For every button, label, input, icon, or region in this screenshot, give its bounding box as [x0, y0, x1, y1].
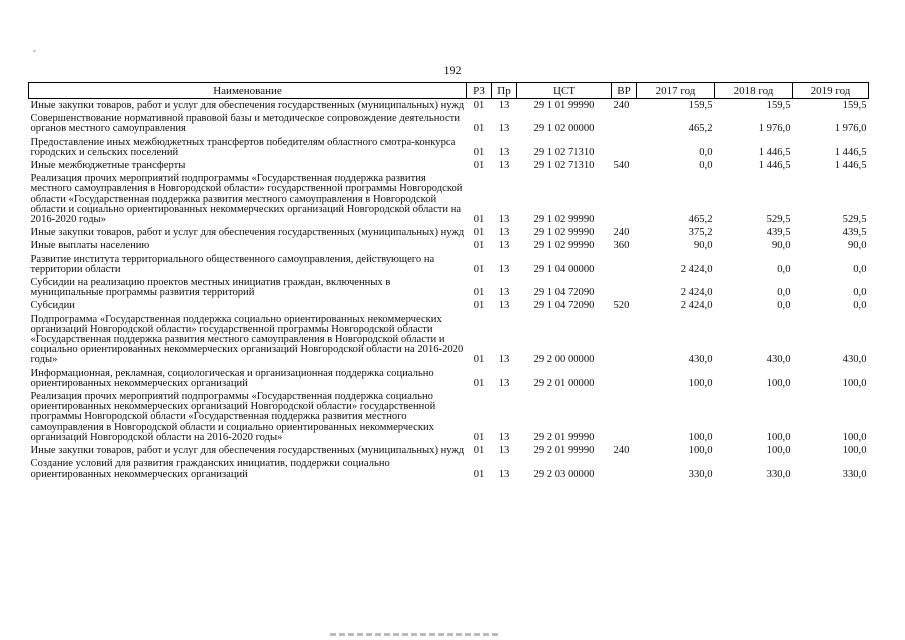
cell-2019: 90,0 — [847, 240, 867, 252]
cell-pr: 13 — [498, 146, 510, 158]
cell-cst: 29 1 04 72090 — [533, 287, 595, 299]
cell-rz: 01 — [473, 300, 485, 312]
cell-2018: 100,0 — [766, 445, 791, 457]
cell-name: Подпрограмма «Государственная поддержка социально ориентированных некоммерческих организаций Новгородской области» государственной программы Новгородской области «Государственная поддержка развития местного самоуправления в Новгородской области и социально ориентированных некоммерческих организаций Новгородской области на 2016-2020 годы» — [30, 313, 464, 366]
cell-vr — [612, 112, 637, 135]
cell-2018: 100,0 — [766, 431, 791, 443]
cell-2019: 100,0 — [842, 377, 867, 389]
cell-pr: 13 — [498, 160, 510, 172]
cell-rz: 01 — [473, 263, 485, 275]
scan-footer-artifact — [330, 633, 500, 636]
cell-rz: 01 — [473, 445, 485, 457]
cell-2018: 0,0 — [777, 263, 791, 275]
cell-2017: 2 424,0 — [680, 287, 713, 299]
cell-name: Иные закупки товаров, работ и услуг для обеспечения государственных (муниципальных) нужд — [30, 227, 465, 239]
cell-cst: 29 1 02 71310 — [533, 160, 595, 172]
cell-2018: 90,0 — [771, 240, 791, 252]
table-row — [29, 457, 869, 480]
cell-cst: 29 2 01 00000 — [533, 377, 595, 389]
cell-name: Совершенствование нормативной правовой базы и методическое сопровождение деятельности органов местного самоуправления — [30, 113, 460, 135]
cell-rz: 01 — [473, 160, 485, 172]
header-2018: 2018 год — [715, 83, 793, 99]
cell-cst: 29 2 01 99990 — [533, 445, 595, 457]
cell-cst: 29 1 02 99990 — [533, 240, 595, 252]
cell-name: Иные закупки товаров, работ и услуг для обеспечения государственных (муниципальных) нужд — [30, 100, 465, 111]
header-cst: ЦСТ — [517, 83, 612, 99]
cell-2017: 330,0 — [688, 468, 713, 480]
cell-2017: 159,5 — [688, 100, 713, 111]
cell-2019: 1 976,0 — [834, 123, 867, 135]
table-row — [29, 99, 869, 113]
cell-cst: 29 1 02 99990 — [533, 214, 595, 226]
cell-vr — [612, 367, 637, 390]
cell-rz: 01 — [473, 214, 485, 226]
cell-cst: 29 1 04 72090 — [533, 300, 595, 312]
scan-mark — [33, 50, 36, 52]
cell-name: Информационная, рекламная, социологическая и организационная поддержка социально ориентированных некоммерческих организаций — [30, 367, 434, 389]
table-row — [29, 299, 869, 312]
cell-cst: 29 1 02 99990 — [533, 227, 595, 239]
table-row — [29, 112, 869, 135]
cell-pr: 13 — [498, 100, 510, 111]
table-row — [29, 367, 869, 390]
cell-cst: 29 2 00 00000 — [533, 354, 595, 366]
cell-2018: 430,0 — [766, 354, 791, 366]
cell-2018: 100,0 — [766, 377, 791, 389]
cell-rz: 01 — [473, 227, 485, 239]
cell-vr: 520 — [613, 300, 630, 312]
cell-pr: 13 — [498, 468, 510, 480]
cell-vr — [612, 253, 637, 276]
cell-name: Иные выплаты населению — [30, 240, 150, 252]
cell-pr: 13 — [498, 214, 510, 226]
cell-2019: 0,0 — [853, 263, 867, 275]
cell-2018: 1 976,0 — [758, 123, 791, 135]
cell-2019: 529,5 — [842, 214, 867, 226]
cell-pr: 13 — [498, 300, 510, 312]
cell-rz: 01 — [473, 468, 485, 480]
cell-2018: 330,0 — [766, 468, 791, 480]
cell-cst: 29 1 01 99990 — [533, 100, 595, 111]
cell-rz: 01 — [473, 377, 485, 389]
cell-cst: 29 2 03 00000 — [533, 468, 595, 480]
cell-vr — [612, 172, 637, 226]
cell-2017: 2 424,0 — [680, 300, 713, 312]
cell-pr: 13 — [498, 227, 510, 239]
budget-table — [28, 82, 869, 481]
table-row — [29, 444, 869, 457]
cell-name: Субсидии — [30, 300, 75, 312]
cell-vr: 540 — [613, 160, 630, 172]
cell-vr — [612, 276, 637, 299]
cell-rz: 01 — [473, 431, 485, 443]
cell-vr — [612, 136, 637, 159]
cell-2019: 100,0 — [842, 431, 867, 443]
table-header — [29, 83, 869, 99]
cell-2018: 1 446,5 — [758, 146, 791, 158]
header-rz: РЗ — [467, 83, 492, 99]
cell-2019: 100,0 — [842, 445, 867, 457]
table-row — [29, 226, 869, 239]
cell-2019: 1 446,5 — [834, 146, 867, 158]
cell-2017: 0,0 — [699, 146, 713, 158]
cell-rz: 01 — [473, 123, 485, 135]
cell-2019: 439,5 — [842, 227, 867, 239]
cell-2017: 465,2 — [688, 214, 713, 226]
header-row — [29, 83, 869, 99]
cell-2019: 430,0 — [842, 354, 867, 366]
cell-pr: 13 — [498, 354, 510, 366]
cell-2019: 1 446,5 — [834, 160, 867, 172]
cell-name: Иные межбюджетные трансферты — [30, 160, 186, 172]
cell-vr — [612, 457, 637, 480]
header-2017: 2017 год — [637, 83, 715, 99]
header-name: Наименование — [29, 83, 467, 99]
cell-cst: 29 1 02 71310 — [533, 146, 595, 158]
cell-2018: 0,0 — [777, 287, 791, 299]
cell-2017: 100,0 — [688, 377, 713, 389]
cell-rz: 01 — [473, 240, 485, 252]
cell-2017: 0,0 — [699, 160, 713, 172]
cell-vr: 240 — [613, 100, 630, 111]
cell-rz: 01 — [473, 287, 485, 299]
table-row — [29, 313, 869, 367]
table-row — [29, 390, 869, 444]
header-pr: Пр — [492, 83, 517, 99]
cell-name: Субсидии на реализацию проектов местных инициатив граждан, включенных в муниципальные программы развития территорий — [30, 277, 391, 299]
cell-vr: 360 — [613, 240, 630, 252]
cell-2019: 0,0 — [853, 287, 867, 299]
cell-vr: 240 — [613, 445, 630, 457]
cell-name: Предоставление иных межбюджетных трансфертов победителям областного смотра-конкурса городских и сельских поселений — [30, 136, 456, 158]
table-row — [29, 172, 869, 226]
cell-rz: 01 — [473, 100, 485, 111]
table-row — [29, 136, 869, 159]
cell-2017: 430,0 — [688, 354, 713, 366]
cell-vr — [612, 313, 637, 367]
cell-pr: 13 — [498, 287, 510, 299]
cell-2018: 159,5 — [766, 100, 791, 111]
cell-name: Создание условий для развития гражданских инициатив, поддержки социально ориентированных некоммерческих организаций — [30, 458, 390, 480]
cell-name: Реализация прочих мероприятий подпрограммы «Государственная поддержка социально ориентированных некоммерческих организаций Новгородской области» государственной программы Новгородской области «Государственная поддержка развития местного самоуправления в Новгородской области и социально ориентированных некоммерческих организаций Новгородской области на 2016-2020 годы» — [30, 391, 436, 443]
cell-2019: 159,5 — [842, 100, 867, 111]
cell-pr: 13 — [498, 377, 510, 389]
cell-rz: 01 — [473, 354, 485, 366]
cell-cst: 29 2 01 99990 — [533, 431, 595, 443]
table-row — [29, 159, 869, 172]
cell-2017: 465,2 — [688, 123, 713, 135]
cell-cst: 29 1 02 00000 — [533, 123, 595, 135]
cell-rz: 01 — [473, 146, 485, 158]
cell-name: Реализация прочих мероприятий подпрограммы «Государственная поддержка развития местного самоуправления в Новгородской области» государственной программы Новгородской области «Государственная поддержка развития местного самоуправления в Новгородской области и социально ориентированных некоммерческих организаций Новгородской области на 2016-2020 годы» — [30, 173, 463, 226]
cell-pr: 13 — [498, 123, 510, 135]
cell-2018: 439,5 — [766, 227, 791, 239]
table-row — [29, 253, 869, 276]
cell-2017: 100,0 — [688, 431, 713, 443]
cell-pr: 13 — [498, 240, 510, 252]
cell-name: Развитие института территориального общественного самоуправления, действующего на территории области — [30, 253, 435, 275]
header-2019: 2019 год — [793, 83, 869, 99]
cell-vr — [612, 390, 637, 444]
cell-name: Иные закупки товаров, работ и услуг для обеспечения государственных (муниципальных) нужд — [30, 445, 465, 457]
cell-2017: 2 424,0 — [680, 263, 713, 275]
cell-2018: 1 446,5 — [758, 160, 791, 172]
cell-2018: 0,0 — [777, 300, 791, 312]
header-vr: ВР — [612, 83, 637, 99]
cell-2017: 100,0 — [688, 445, 713, 457]
cell-2017: 375,2 — [688, 227, 713, 239]
cell-2019: 330,0 — [842, 468, 867, 480]
cell-2018: 529,5 — [766, 214, 791, 226]
table-body — [29, 99, 869, 481]
page-number: 192 — [443, 63, 462, 77]
cell-2019: 0,0 — [853, 300, 867, 312]
cell-pr: 13 — [498, 431, 510, 443]
cell-pr: 13 — [498, 445, 510, 457]
cell-vr: 240 — [613, 227, 630, 239]
cell-cst: 29 1 04 00000 — [533, 263, 595, 275]
cell-pr: 13 — [498, 263, 510, 275]
table-row — [29, 239, 869, 252]
table-row — [29, 276, 869, 299]
cell-2017: 90,0 — [693, 240, 713, 252]
